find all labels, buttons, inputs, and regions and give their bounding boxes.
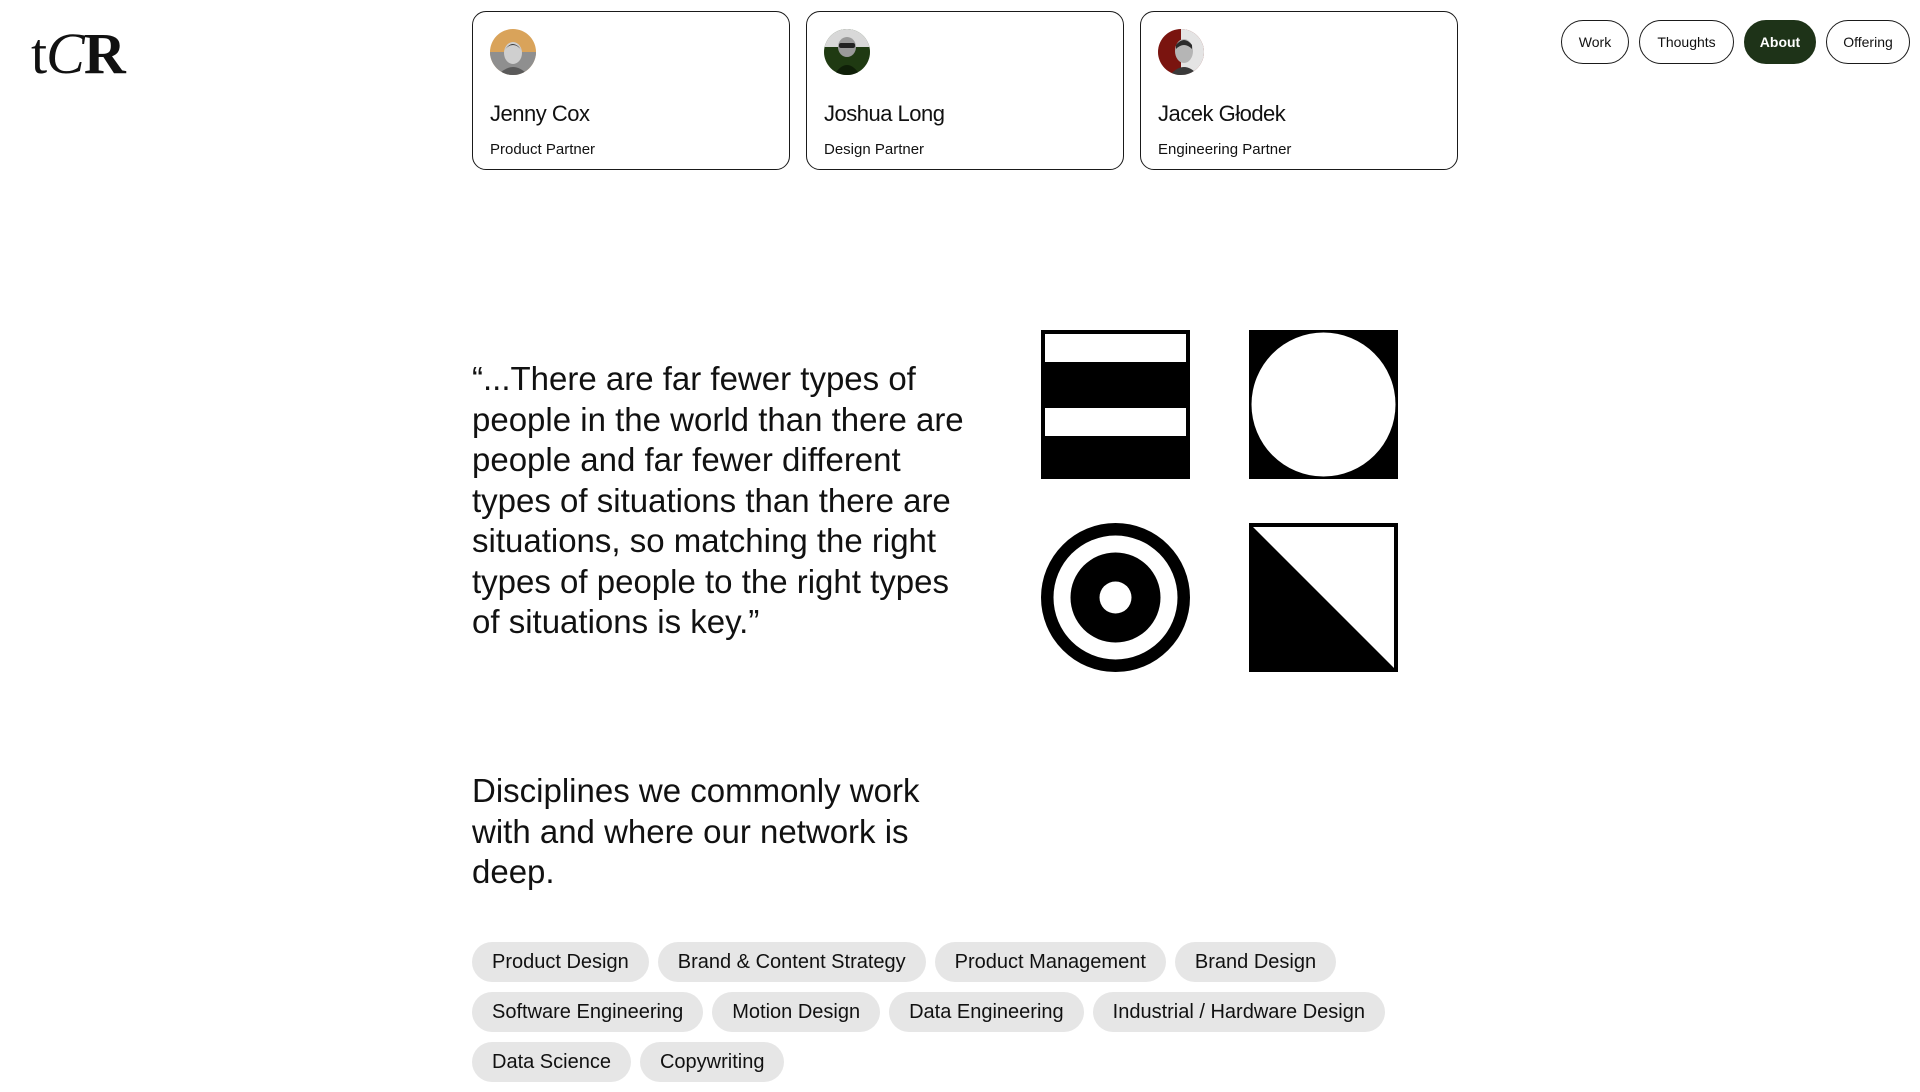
partner-card-jenny-cox[interactable] bbox=[472, 11, 790, 170]
discipline-chip: Copywriting bbox=[640, 1042, 784, 1082]
discipline-chip: Brand Design bbox=[1175, 942, 1336, 982]
logo-letter-r: R bbox=[83, 21, 125, 86]
discipline-chip: Product Management bbox=[935, 942, 1166, 982]
pull-quote: “...There are far fewer types of people in the world than there are people and far fewer different types of situations than there are situations, so matching the right types of people to the right types of situations is key.” bbox=[472, 360, 964, 640]
portrait-icon bbox=[824, 29, 870, 75]
avatar bbox=[824, 29, 870, 75]
partner-card-jacek-glodek[interactable] bbox=[1140, 11, 1458, 170]
nav-work[interactable]: Work bbox=[1561, 20, 1629, 64]
discipline-chip: Data Engineering bbox=[889, 992, 1084, 1032]
partner-role: Product Partner bbox=[490, 141, 596, 158]
main-nav bbox=[1561, 20, 1910, 64]
diagonal-split-square-icon bbox=[1249, 523, 1398, 672]
logo-letter-c: C bbox=[46, 21, 84, 86]
discipline-chip: Motion Design bbox=[712, 992, 880, 1032]
nav-thoughts[interactable]: Thoughts bbox=[1639, 20, 1734, 64]
partner-role: Design Partner bbox=[824, 141, 925, 158]
nav-about[interactable]: About bbox=[1744, 20, 1816, 64]
logo-letter-t: t bbox=[31, 21, 47, 86]
discipline-chip: Product Design bbox=[472, 942, 649, 982]
partner-role: Engineering Partner bbox=[1158, 141, 1292, 158]
discipline-chip: Brand & Content Strategy bbox=[658, 942, 926, 982]
partner-name: Jenny Cox bbox=[490, 101, 590, 126]
avatar bbox=[490, 29, 536, 75]
circle-in-square-icon bbox=[1249, 330, 1398, 479]
partner-name: Jacek Głodek bbox=[1158, 101, 1286, 126]
chip-row bbox=[472, 1042, 1472, 1082]
portrait-icon bbox=[1158, 29, 1204, 75]
site-logo[interactable] bbox=[31, 20, 125, 88]
discipline-chip: Software Engineering bbox=[472, 992, 703, 1032]
disciplines-list bbox=[472, 942, 1472, 1092]
disciplines-heading: Disciplines we commonly work with and where our network is deep. bbox=[472, 772, 920, 890]
portrait-icon bbox=[490, 29, 536, 75]
partner-name: Joshua Long bbox=[824, 101, 945, 126]
partner-card-joshua-long[interactable] bbox=[806, 11, 1124, 170]
avatar bbox=[1158, 29, 1204, 75]
concentric-rings-icon bbox=[1041, 523, 1190, 672]
discipline-chip: Data Science bbox=[472, 1042, 631, 1082]
partner-cards bbox=[472, 11, 1458, 170]
nav-offering[interactable]: Offering bbox=[1826, 20, 1910, 64]
chip-row bbox=[472, 992, 1472, 1032]
horizontal-bars-icon bbox=[1041, 330, 1190, 479]
chip-row bbox=[472, 942, 1472, 982]
discipline-chip: Industrial / Hardware Design bbox=[1093, 992, 1385, 1032]
